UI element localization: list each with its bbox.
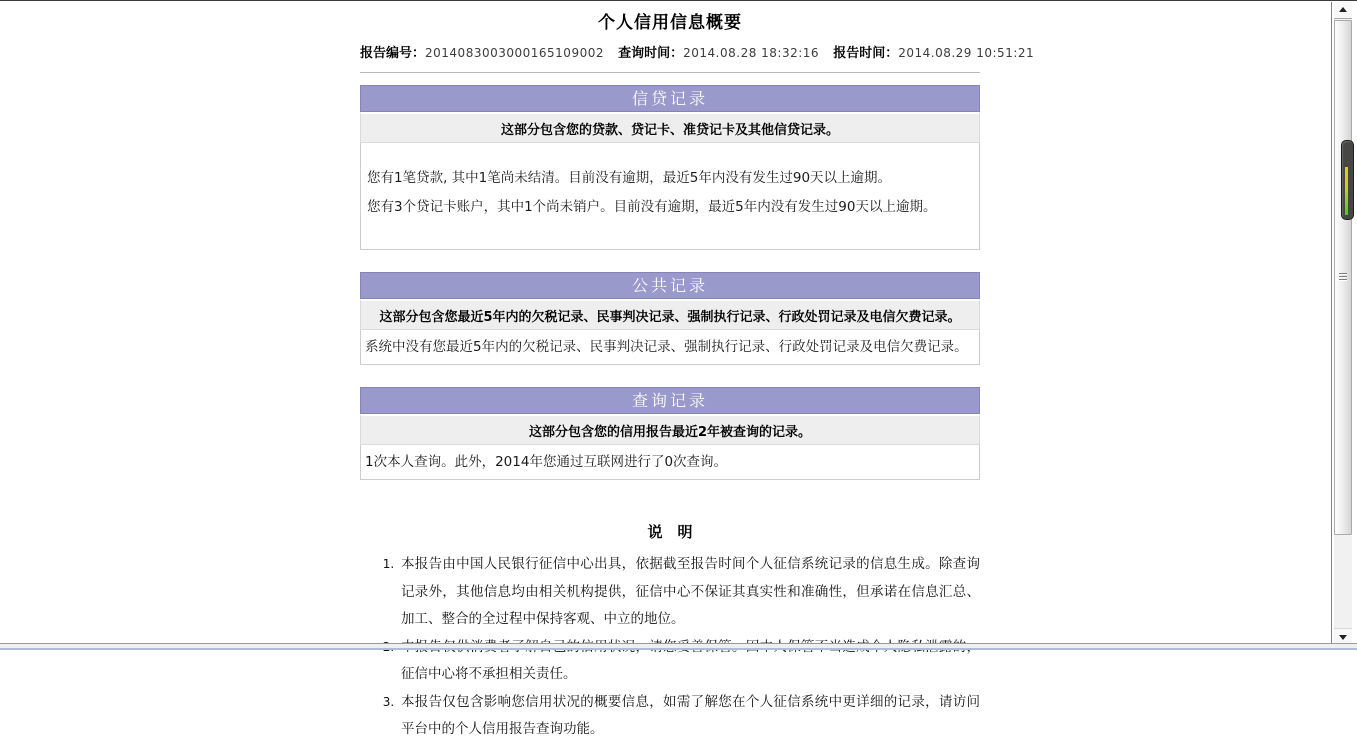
report-info-row [360, 42, 1035, 73]
section-credit-records [360, 85, 980, 250]
notes-section [360, 521, 980, 744]
arrow-down-icon [1339, 635, 1347, 640]
indicator-gradient-stripe [1345, 167, 1348, 215]
scrollbar-thumb[interactable] [1334, 20, 1352, 535]
note-item-text: 本报告仅包含影响您信用状况的概要信息，如需了解您在个人征信系统中更详细的记录，请访问平台中的个人信用报告查询功能。 [401, 693, 980, 737]
horizontal-scrollbar[interactable] [0, 643, 1357, 650]
credit-card-summary-line: 您有3个贷记卡账户，其中1个尚未销户。目前没有逾期，最近5年内没有发生过90天以上逾期。 [367, 199, 937, 215]
note-item [398, 634, 980, 689]
section-public-header: 公共记录 [360, 272, 980, 299]
document-viewport [0, 2, 1332, 737]
vertical-scrollbar[interactable] [1334, 2, 1352, 645]
arrow-up-icon [1339, 7, 1347, 12]
section-public-records [360, 272, 980, 365]
credit-report-document [360, 6, 1035, 744]
page-title: 个人信用信息概要 [598, 13, 742, 33]
section-public-subtitle: 这部分包含您最近5年内的欠税记录、民事判决记录、强制执行记录、行政处罚记录及电信欠费记录。 [360, 299, 980, 330]
note-item-text: 本报告由中国人民银行征信中心出具，依据截至报告时间个人征信系统记录的信息生成。除查询记录外，其他信息均由相关机构提供，征信中心不保证其真实性和准确性，但承诺在信息汇总、加工、整合的全过程中保持客观、中立的地位。 [401, 556, 980, 627]
scroll-indicator-widget [1341, 140, 1354, 220]
credit-loan-summary-line: 您有1笔贷款, 其中1笔尚未结清。目前没有逾期，最近5年内没有发生过90天以上逾期。 [367, 170, 892, 186]
public-records-summary-line: 系统中没有您最近5年内的欠税记录、民事判决记录、强制执行记录、行政处罚记录及电信欠费记录。 [365, 339, 968, 355]
notes-title: 说 明 [647, 523, 693, 541]
report-number-label: 报告编号： [360, 46, 426, 61]
note-item-text: 征信中心将不承担相关责任。 [401, 666, 577, 682]
query-time-value: 2014.08.28 18:32:16 [683, 46, 820, 60]
report-time-value: 2014.08.29 10:51:21 [898, 46, 1035, 60]
report-time-label: 报告时间： [833, 46, 899, 61]
section-query-body [360, 445, 980, 480]
scrollbar-track[interactable] [1334, 536, 1352, 628]
query-records-summary-line: 1次本人查询。此外，2014年您通过互联网进行了0次查询。 [365, 454, 728, 470]
section-query-header: 查询记录 [360, 387, 980, 414]
scroll-up-button[interactable] [1334, 2, 1352, 19]
section-public-body [360, 330, 980, 365]
section-query-records [360, 387, 980, 480]
note-item [398, 551, 980, 634]
section-query-subtitle: 这部分包含您的信用报告最近2年被查询的记录。 [360, 414, 980, 445]
section-credit-body [360, 143, 980, 250]
report-number-value: 2014083003000165109002 [425, 46, 604, 60]
note-item [398, 689, 980, 744]
query-time-label: 查询时间： [618, 46, 684, 61]
thumb-grip-icon [1339, 273, 1347, 281]
section-credit-header: 信贷记录 [360, 85, 980, 112]
section-credit-subtitle: 这部分包含您的贷款、贷记卡、准贷记卡及其他信贷记录。 [360, 112, 980, 143]
